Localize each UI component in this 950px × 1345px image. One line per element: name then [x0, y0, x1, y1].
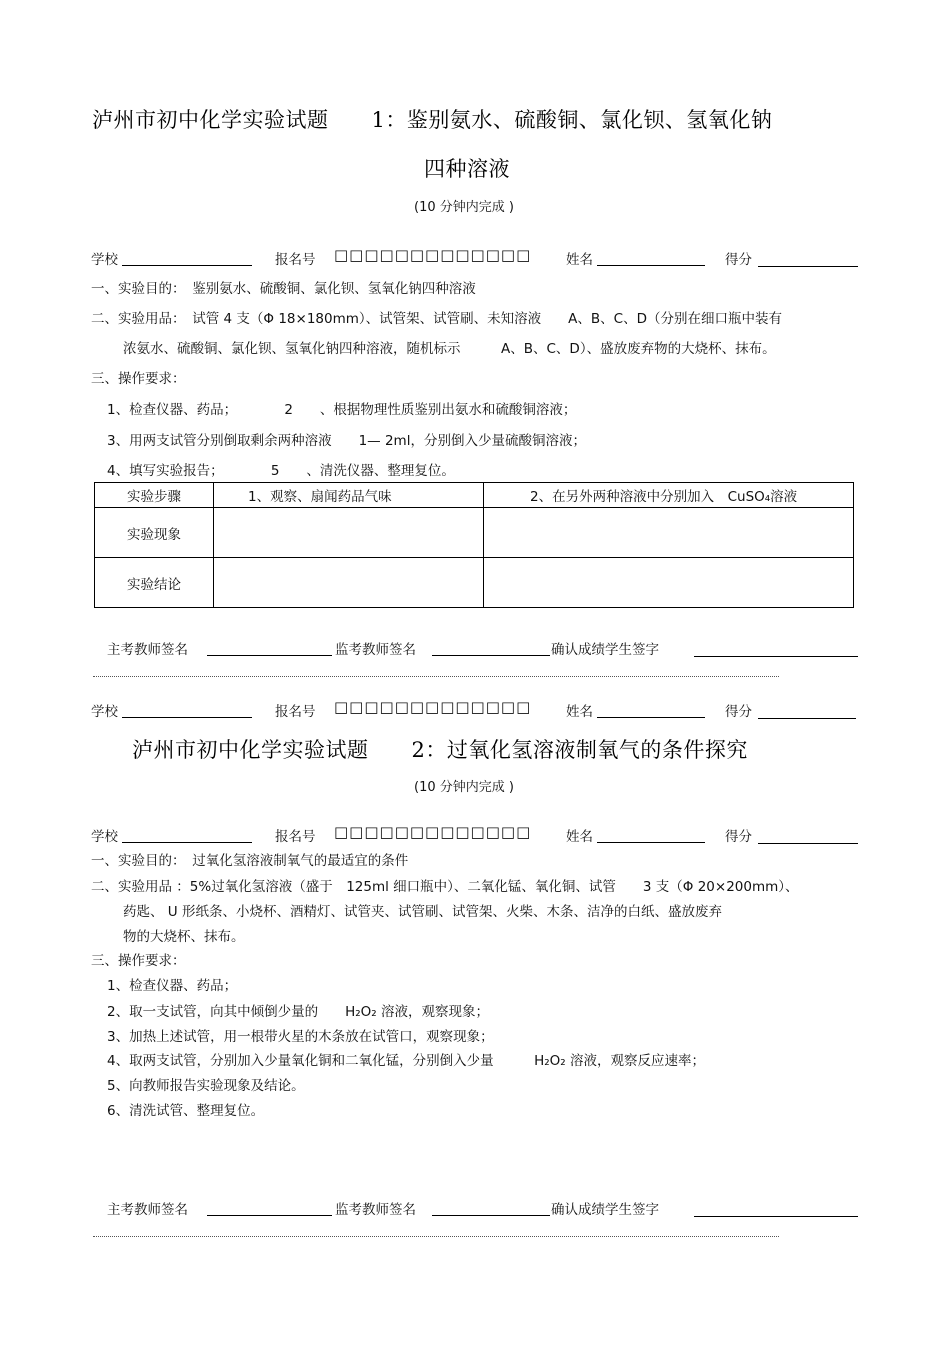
- cut-line: [93, 676, 779, 677]
- table-header-cell: 1、观察、扇闻药品气味: [214, 483, 484, 508]
- exam2-op-4: 4、取两支试管，分别加入少量氧化铜和二氧化锰，分别倒入少量 H₂O₂ 溶液，观察反应速率；: [107, 1053, 705, 1069]
- name-label: 姓名: [566, 252, 593, 268]
- student-confirm-label: 确认成绩学生签字: [551, 642, 659, 658]
- reg-no-label: 报名号: [275, 829, 316, 845]
- score-label: 得分: [725, 704, 752, 720]
- name-label: 姓名: [566, 829, 593, 845]
- table-header-cell: 实验步骤: [95, 483, 214, 508]
- score-label: 得分: [725, 252, 752, 268]
- exam1-op-2: 3、用两支试管分别倒取剩余两种溶液 1— 2ml，分别倒入少量硫酸铜溶液；: [107, 433, 586, 449]
- proctor-field[interactable]: [432, 1215, 550, 1216]
- school-label: 学校: [91, 252, 118, 268]
- table-row-label: 实验结论: [95, 558, 214, 608]
- exam1-op-1: 1、检查仪器、药品； 2 、根据物理性质鉴别出氨水和硫酸铜溶液；: [107, 402, 577, 418]
- proctor-field[interactable]: [432, 655, 550, 656]
- experiment-report-table: [94, 482, 854, 608]
- exam2-materials-line1: 二、实验用品 ：5%过氧化氢溶液（盛于 125ml 细口瓶中）、二氧化锰、氧化铜、试管 3 支（Φ 20×200mm）、: [91, 879, 799, 895]
- score-field[interactable]: [758, 718, 856, 719]
- exam1-ops-heading: 三、操作要求：: [91, 371, 186, 387]
- exam2-op-6: 6、清洗试管、整理复位。: [107, 1103, 265, 1119]
- score-label: 得分: [725, 829, 752, 845]
- exam2-materials-line3: 物的大烧杯、抹布。: [123, 929, 245, 945]
- table-header-row: [95, 483, 854, 508]
- reg-no-label: 报名号: [275, 704, 316, 720]
- table-row-label: 实验现象: [95, 508, 214, 558]
- school-field[interactable]: [122, 265, 252, 266]
- exam2-op-2: 2、取一支试管，向其中倾倒少量的 H₂O₂ 溶液，观察现象；: [107, 1004, 489, 1020]
- student-confirm-label: 确认成绩学生签字: [551, 1202, 659, 1218]
- exam2-title: 泸州市初中化学实验试题 2：过氧化氢溶液制氧气的条件探究: [132, 738, 748, 762]
- exam2-materials-line2: 药匙、 U 形纸条、小烧杯、酒精灯、试管夹、试管刷、试管架、火柴、木条、洁净的白纸、盛放废弃: [123, 904, 722, 920]
- cut-line: [93, 1236, 779, 1237]
- exam2-ops-heading: 三、操作要求：: [91, 953, 186, 969]
- exam2-op-1: 1、检查仪器、药品；: [107, 978, 238, 994]
- reg-no-boxes[interactable]: □□□□□□□□□□□□□: [334, 823, 532, 841]
- observation-cell-2[interactable]: [484, 508, 854, 558]
- student-confirm-field[interactable]: [694, 656, 858, 657]
- exam1-title-line2: 四种溶液: [424, 157, 510, 181]
- reg-no-boxes[interactable]: □□□□□□□□□□□□□: [334, 246, 532, 264]
- proctor-label: 监考教师签名: [335, 642, 416, 658]
- conclusion-cell-1[interactable]: [214, 558, 484, 608]
- score-field[interactable]: [758, 266, 858, 267]
- exam2-op-5: 5、向教师报告实验现象及结论。: [107, 1078, 305, 1094]
- proctor-label: 监考教师签名: [335, 1202, 416, 1218]
- conclusion-cell-2[interactable]: [484, 558, 854, 608]
- reg-no-boxes[interactable]: □□□□□□□□□□□□□: [334, 698, 532, 716]
- table-header-cell: 2、在另外两种溶液中分别加入 CuSO₄溶液: [484, 483, 854, 508]
- school-label: 学校: [91, 829, 118, 845]
- exam2-purpose: 一、实验目的： 过氧化氢溶液制氧气的最适宜的条件: [91, 853, 409, 869]
- exam1-purpose: 一、实验目的： 鉴别氨水、硫酸铜、氯化钡、氢氧化钠四种溶液: [91, 281, 476, 297]
- chief-examiner-field[interactable]: [207, 1215, 332, 1216]
- school-label: 学校: [91, 704, 118, 720]
- student-confirm-field[interactable]: [694, 1216, 858, 1217]
- exam1-time-note: (10 分钟内完成 ): [414, 200, 514, 215]
- chief-examiner-field[interactable]: [207, 655, 332, 656]
- name-field[interactable]: [597, 842, 705, 843]
- school-field[interactable]: [122, 842, 252, 843]
- exam1-title-line1: 泸州市初中化学实验试题 1：鉴别氨水、硫酸铜、氯化钡、氢氧化钠: [92, 108, 773, 132]
- name-label: 姓名: [566, 704, 593, 720]
- chief-examiner-label: 主考教师签名: [107, 642, 188, 658]
- school-field[interactable]: [122, 717, 252, 718]
- exam2-op-3: 3、加热上述试管，用一根带火星的木条放在试管口，观察现象；: [107, 1029, 494, 1045]
- score-field[interactable]: [758, 843, 858, 844]
- exam1-materials-line1: 二、实验用品： 试管 4 支（Φ 18×180mm）、试管架、试管刷、未知溶液 A、B、C、D（分别在细口瓶中装有: [91, 311, 782, 327]
- name-field[interactable]: [597, 265, 705, 266]
- exam2-time-note: (10 分钟内完成 ): [414, 780, 514, 795]
- table-row: [95, 508, 854, 558]
- exam1-materials-line2: 浓氨水、硫酸铜、氯化钡、氢氧化钠四种溶液，随机标示 A、B、C、D）、盛放废弃物的大烧杯、抹布。: [123, 341, 776, 357]
- exam1-op-3: 4、填写实验报告； 5 、清洗仪器、整理复位。: [107, 463, 455, 479]
- reg-no-label: 报名号: [275, 252, 316, 268]
- observation-cell-1[interactable]: [214, 508, 484, 558]
- name-field[interactable]: [597, 717, 705, 718]
- table-row: [95, 558, 854, 608]
- chief-examiner-label: 主考教师签名: [107, 1202, 188, 1218]
